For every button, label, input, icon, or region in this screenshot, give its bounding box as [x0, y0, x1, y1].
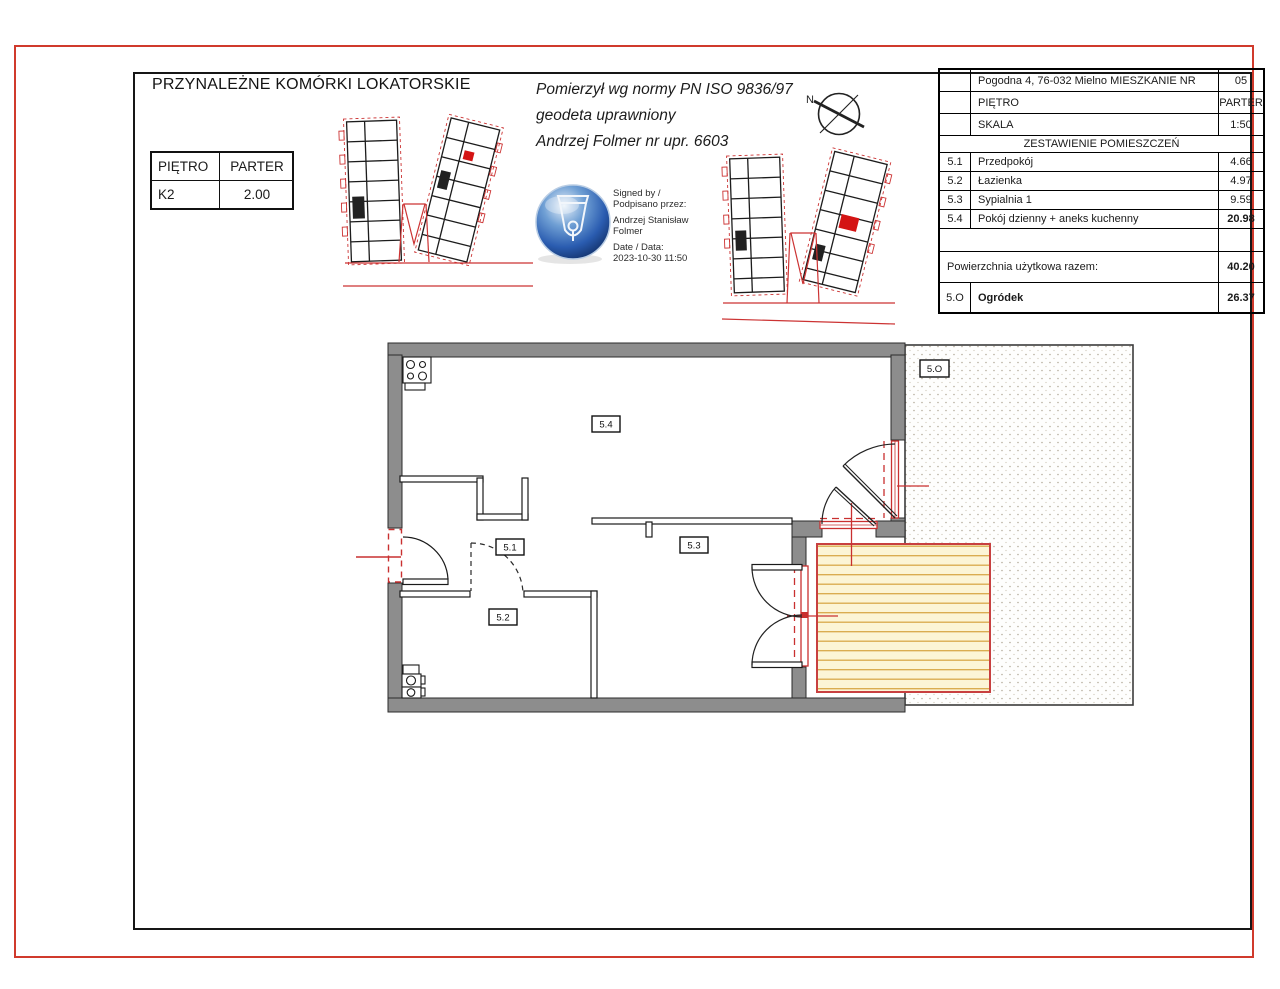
signature-date-label: Date / Data: [613, 242, 664, 253]
label-garden: 5.O [926, 364, 943, 375]
bathroom-fixtures-symbol [402, 665, 425, 698]
room-row: 5.3 Sypialnia 1 9.59 [939, 191, 1264, 210]
surveyor-line-3: Andrzej Folmer nr upr. 6603 [536, 133, 729, 150]
label-living-room: 5.4 [599, 419, 613, 431]
floor-value: PARTER [1219, 92, 1265, 114]
label-bathroom: 5.2 [496, 612, 510, 624]
scale-label: SKALA [971, 114, 1219, 136]
signature-name-2: Folmer [613, 225, 643, 237]
site-plan-sketch-2 [722, 148, 895, 324]
north-compass-icon [806, 94, 864, 135]
address-cell: Pogodna 4, 76-032 Mielno MIESZKANIE NR [971, 69, 1219, 92]
scale-value: 1:50 [1219, 114, 1265, 136]
signature-stamp-icon [536, 185, 610, 264]
apartment-number: 05 [1219, 69, 1265, 92]
signature-date-value: 2023-10-30 11:50 [613, 252, 688, 264]
rooms-header: ZESTAWIENIE POMIESZCZEŃ [939, 136, 1264, 153]
signature-line-signedby: Signed by / [613, 188, 661, 199]
storage-cell-id: K2 [151, 181, 220, 210]
room-row: 5.2 Łazienka 4.97 [939, 172, 1264, 191]
compass-n-label: N [806, 94, 814, 106]
storage-floor-label: PIĘTRO [151, 152, 220, 181]
entrance-door [356, 530, 448, 585]
kitchen-stove-symbol [403, 357, 431, 390]
signature-name-1: Andrzej Stanisław [613, 215, 689, 226]
surveyor-line-2: geodeta uprawniony [536, 107, 676, 124]
storage-units-title: PRZYNALEŻNE KOMÓRKI LOKATORSKIE [152, 76, 471, 93]
interior-walls [400, 476, 792, 698]
surveyor-line-1: Pomierzył wg normy PN ISO 9836/97 [536, 81, 793, 98]
terrace-deck [817, 544, 990, 692]
label-bedroom: 5.3 [687, 540, 701, 552]
garden-row: 5.O Ogródek 26.37 [939, 283, 1264, 314]
total-value: 40.20 [1219, 252, 1265, 283]
site-plan-sketch-1 [338, 114, 533, 286]
room-row: 5.1 Przedpokój 4.66 [939, 153, 1264, 172]
floor-plan [356, 343, 1133, 712]
storage-cell-area: 2.00 [220, 181, 294, 210]
total-label: Powierzchnia użytkowa razem: [939, 252, 1219, 283]
apartment-location-marker [838, 214, 859, 232]
label-hallway: 5.1 [503, 542, 517, 554]
storage-floor-value: PARTER [220, 152, 294, 181]
floor-label: PIĘTRO [971, 92, 1219, 114]
unit-marker-small [463, 150, 475, 161]
room-row: 5.4 Pokój dzienny + aneks kuchenny 20.98 [939, 210, 1264, 229]
signature-line-signedby-pl: Podpisano przez: [613, 198, 687, 210]
